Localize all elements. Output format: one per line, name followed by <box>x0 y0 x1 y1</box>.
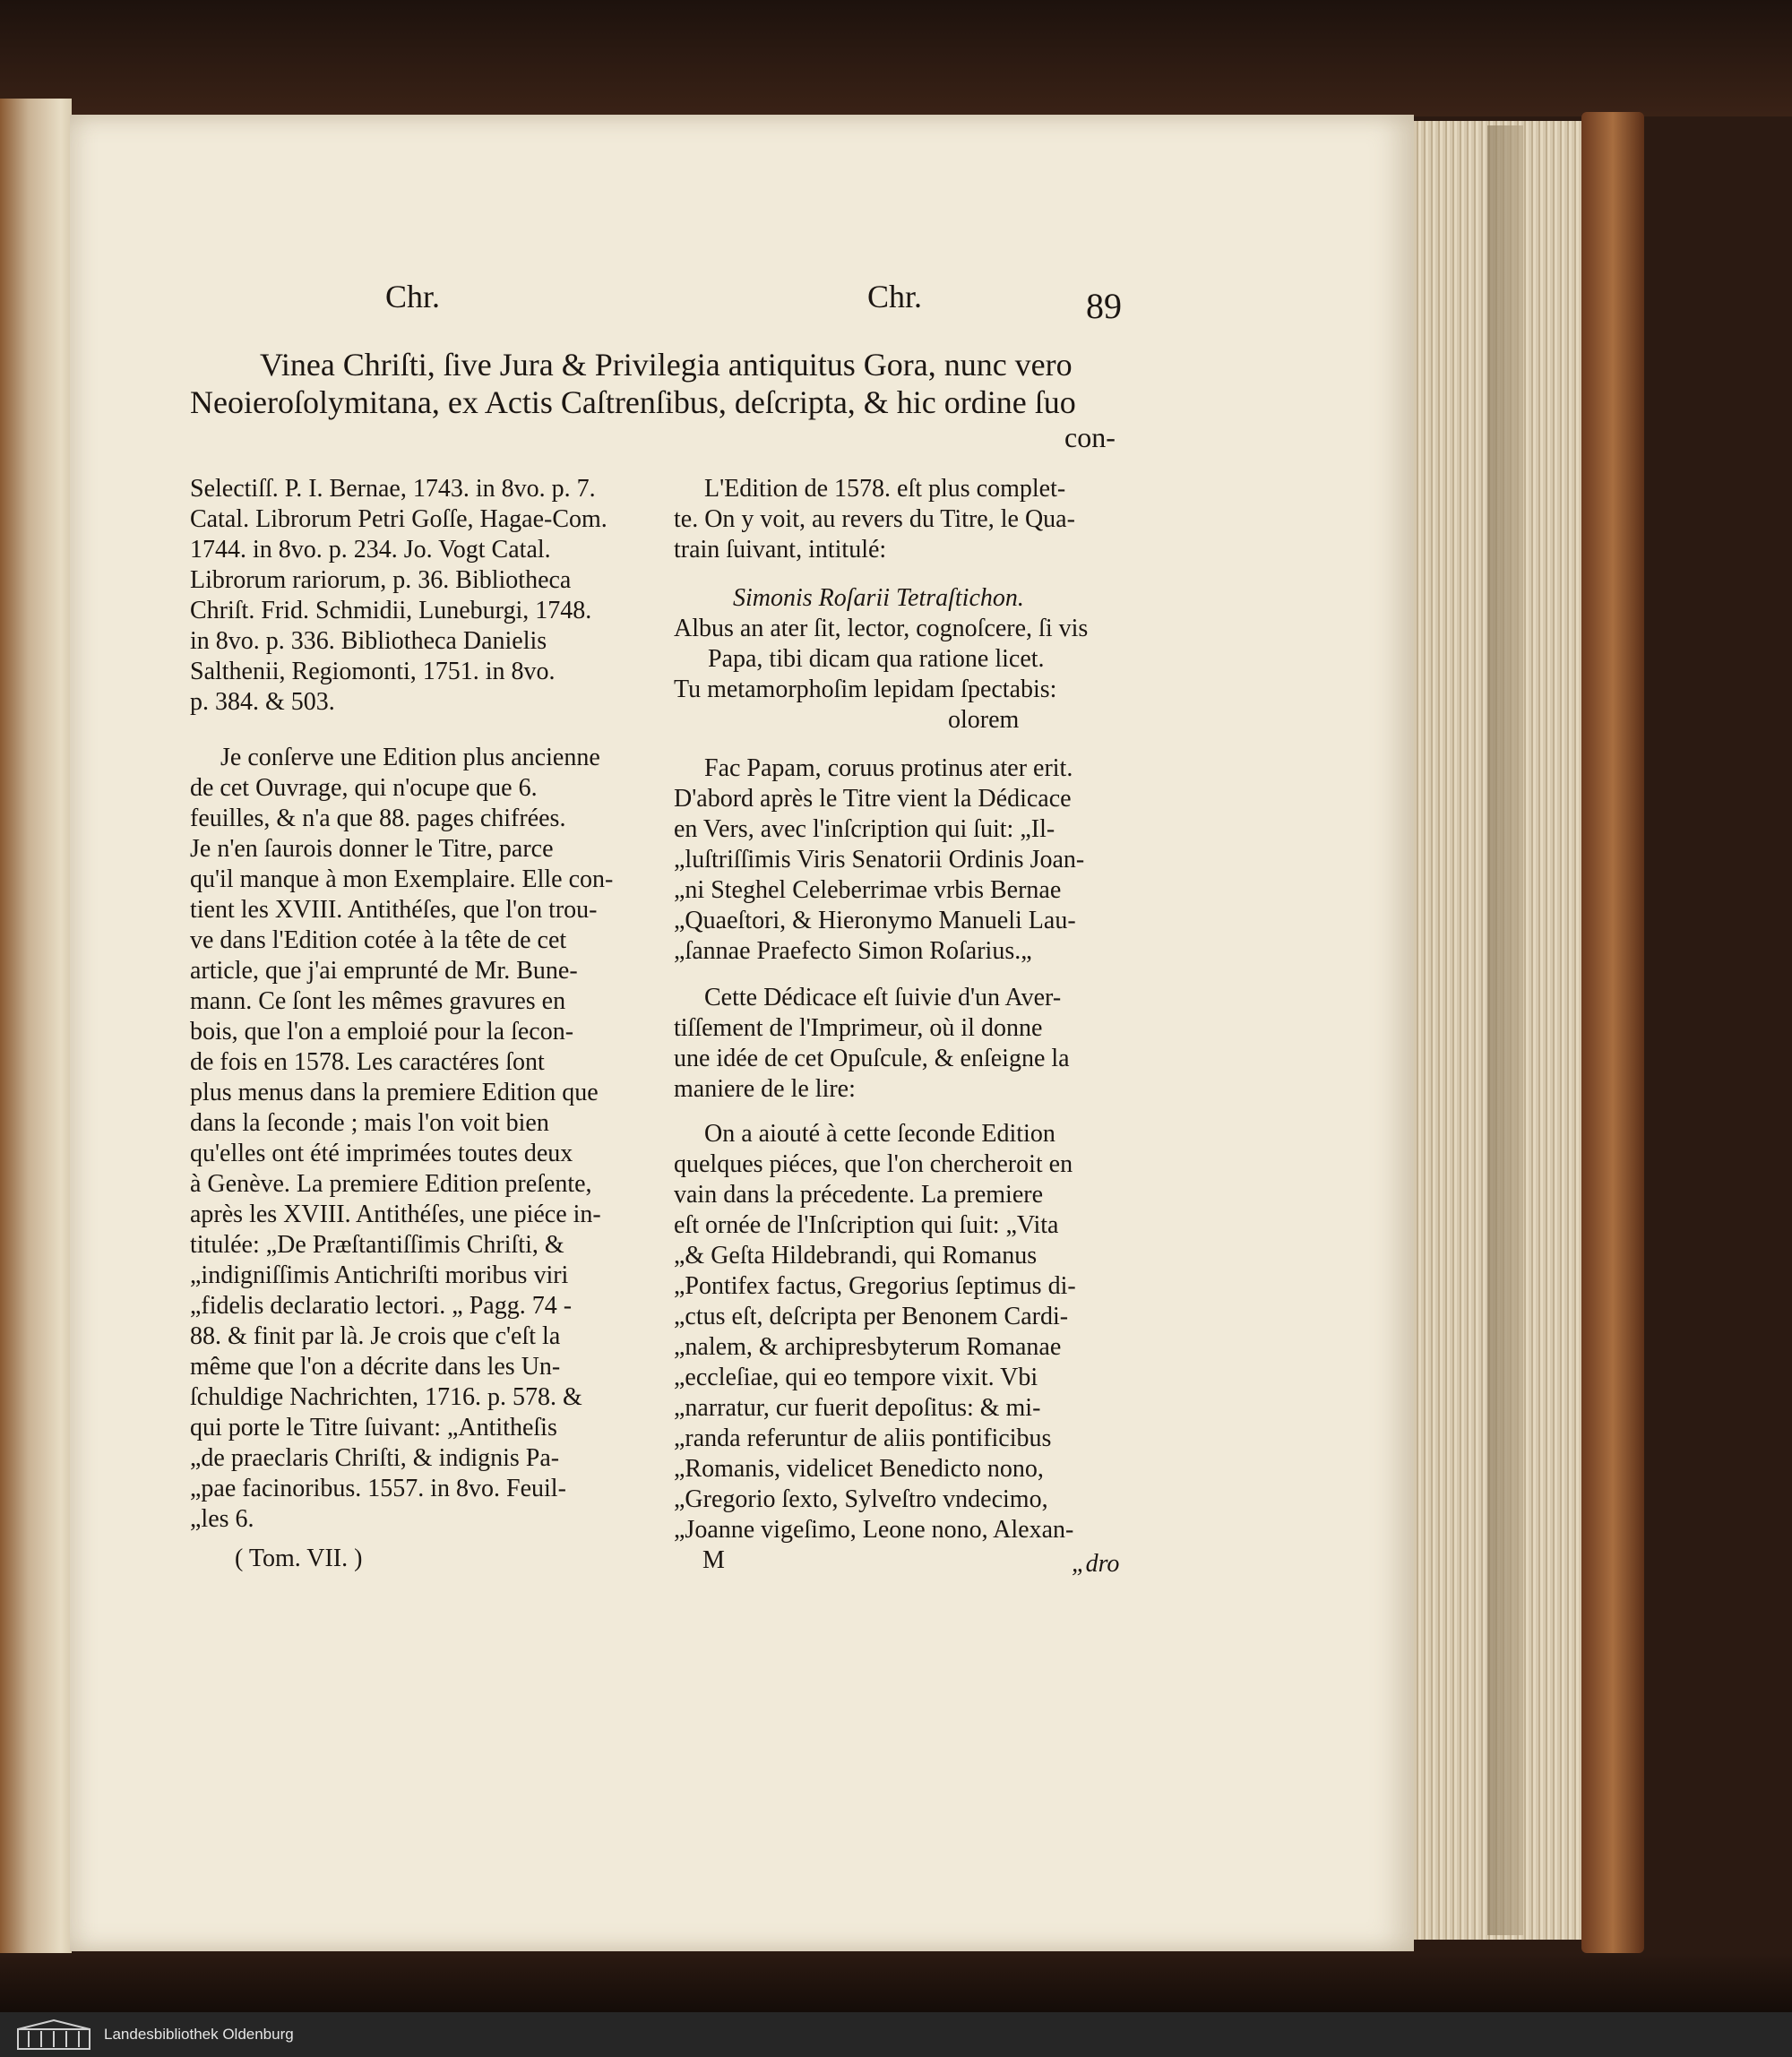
page-block-shade <box>1487 125 1523 1935</box>
title-line: con- <box>1064 421 1116 453</box>
background-top <box>0 0 1792 116</box>
left-column-line: qu'il manque à mon Exemplaire. Elle con- <box>190 865 614 893</box>
catchword: „dro <box>1072 1550 1120 1578</box>
right-column-line: olorem <box>948 706 1020 734</box>
right-column-line: en Vers, avec l'inſcription qui ſuit: „Il- <box>674 815 1055 843</box>
right-column-line: „Pontifex factus, Gregorius ſeptimus di- <box>674 1272 1076 1300</box>
right-column-line: tiſſement de l'Imprimeur, où il donne <box>674 1014 1043 1042</box>
left-column-line: Je n'en ſaurois donner le Titre, parce <box>190 835 554 863</box>
title-line: Vinea Chriſti, ſive Jura & Privilegia antiquitus Gora, nunc vero <box>260 347 1073 383</box>
left-column-line: Librorum rariorum, p. 36. Bibliotheca <box>190 566 572 594</box>
page-number: 89 <box>1086 286 1122 326</box>
right-column-line: „eccleſiae, qui eo tempore vixit. Vbi <box>674 1364 1038 1391</box>
right-column-line: quelques piéces, que l'on chercheroit en <box>674 1150 1073 1178</box>
right-column-line: „narratur, cur fuerit depoſitus: & mi- <box>674 1394 1041 1422</box>
right-column-line: „ſannae Praefecto Simon Roſarius.„ <box>674 937 1032 965</box>
right-column-line: D'abord après le Titre vient la Dédicace <box>674 785 1072 813</box>
left-column-line: de fois en 1578. Les caractéres ſont <box>190 1048 545 1076</box>
left-column-line: de cet Ouvrage, qui n'ocupe que 6. <box>190 774 538 802</box>
left-column-line: 1744. in 8vo. p. 234. Jo. Vogt Catal. <box>190 536 551 564</box>
left-column-line: ſchuldige Nachrichten, 1716. p. 578. & <box>190 1383 582 1411</box>
right-column-line: On a aiouté à cette ſeconde Edition <box>704 1120 1055 1148</box>
right-column-line: maniere de le lire: <box>674 1075 856 1103</box>
right-column-line: Papa, tibi dicam qua ratione licet. <box>708 645 1045 673</box>
right-column-line: Tu metamorphoſim lepidam ſpectabis: <box>674 676 1057 703</box>
left-column-line: „indigniſſimis Antichriſti moribus viri <box>190 1261 569 1289</box>
left-column-line: titulée: „De Præſtantiſſimis Chriſti, & <box>190 1231 564 1259</box>
left-column-line: plus menus dans la premiere Edition que <box>190 1079 599 1106</box>
left-column-line: „pae facinoribus. 1557. in 8vo. Feuil- <box>190 1475 566 1502</box>
left-column-line: „les 6. <box>190 1505 254 1533</box>
right-column-line: „luſtriſſimis Viris Senatorii Ordinis Joan- <box>674 846 1085 874</box>
left-column-line: mann. Ce ſont les mêmes gravures en <box>190 987 566 1015</box>
running-head-center: Chr. <box>867 279 923 314</box>
right-column-line: eſt ornée de l'Inſcription qui ſuit: „Vita <box>674 1211 1059 1239</box>
right-column-line: Cette Dédicace eſt ſuivie d'un Aver- <box>704 984 1062 1011</box>
running-head-left: Chr. <box>385 279 441 314</box>
left-column-line: Catal. Librorum Petri Goſſe, Hagae-Com. <box>190 505 607 533</box>
title-line: Neoieroſolymitana, ex Actis Caſtrenſibus, deſcripta, & hic ordine ſuo <box>190 384 1076 420</box>
background-bottom <box>0 1953 1792 2012</box>
right-column-line: „Gregorio ſexto, Sylveſtro vndecimo, <box>674 1485 1048 1513</box>
left-column-line: Je conſerve une Edition plus ancienne <box>220 744 600 771</box>
right-column-line: Fac Papam, coruus protinus ater erit. <box>704 754 1073 782</box>
right-column-line: „nalem, & archipresbyterum Romanae <box>674 1333 1062 1361</box>
right-column-line: „randa referuntur de aliis pontificibus <box>674 1424 1052 1452</box>
right-column-line: te. On y voit, au revers du Titre, le Qua- <box>674 505 1075 533</box>
book-cover <box>1581 112 1644 1953</box>
library-building-icon <box>16 2018 91 2051</box>
left-column-line: feuilles, & n'a que 88. pages chifrées. <box>190 805 566 832</box>
left-column-line: qu'elles ont été imprimées toutes deux <box>190 1140 573 1167</box>
left-column-line: Salthenii, Regiomonti, 1751. in 8vo. <box>190 658 556 685</box>
right-column-line: vain dans la précedente. La premiere <box>674 1181 1044 1209</box>
left-column-line: tient les XVIII. Antithéſes, que l'on trou- <box>190 896 598 924</box>
right-column-line: „ni Steghel Celeberrimae vrbis Bernae <box>674 876 1062 904</box>
left-column-line: ve dans l'Edition cotée à la tête de cet <box>190 926 567 954</box>
left-column-line: à Genève. La premiere Edition preſente, <box>190 1170 592 1198</box>
right-column-line: „Romanis, videlicet Benedicto nono, <box>674 1455 1044 1483</box>
left-column-line: „de praeclaris Chriſti, & indignis Pa- <box>190 1444 560 1472</box>
left-column-line: dans la ſeconde ; mais l'on voit bien <box>190 1109 549 1137</box>
right-column-line: „ctus eſt, deſcripta per Benonem Cardi- <box>674 1303 1069 1330</box>
left-column-line: „fidelis declaratio lectori. „ Pagg. 74 - <box>190 1292 573 1320</box>
left-column-line: p. 384. & 503. <box>190 688 335 716</box>
footer-institution-name: Landesbibliothek Oldenburg <box>104 2026 294 2043</box>
right-column-line: une idée de cet Opuſcule, & enſeigne la <box>674 1045 1070 1072</box>
left-column-line: même que l'on a décrite dans les Un- <box>190 1353 561 1381</box>
right-column-line: „& Geſta Hildebrandi, qui Romanus <box>674 1242 1038 1269</box>
left-column-line: bois, que l'on a emploié pour la ſecon- <box>190 1018 574 1046</box>
left-page-edge <box>0 99 72 1953</box>
sheet-signature: M <box>702 1546 725 1574</box>
right-column-line: Albus an ater ſit, lector, cognoſcere, ſi vis <box>674 615 1089 642</box>
right-column-line: Simonis Roſarii Tetraſtichon. <box>733 584 1024 612</box>
left-column-line: qui porte le Titre ſuivant: „Antitheſis <box>190 1414 557 1442</box>
footer-bar <box>0 2012 1792 2057</box>
right-column-line: train ſuivant, intitulé: <box>674 536 887 564</box>
left-column-line: 88. & finit par là. Je crois que c'eſt la <box>190 1322 561 1350</box>
right-column-line: „Quaeſtori, & Hieronymo Manueli Lau- <box>674 907 1076 934</box>
left-column-line: article, que j'ai emprunté de Mr. Bune- <box>190 957 578 985</box>
volume-signature: ( Tom. VII. ) <box>235 1545 363 1572</box>
left-column-line: Chriſt. Frid. Schmidii, Luneburgi, 1748. <box>190 597 592 624</box>
left-column-line: Selectiſſ. P. I. Bernae, 1743. in 8vo. p. 7. <box>190 475 596 503</box>
right-column-line: „Joanne vigeſimo, Leone nono, Alexan- <box>674 1516 1074 1544</box>
left-column-line: après les XVIII. Antithéſes, une piéce in- <box>190 1201 601 1228</box>
right-column-line: L'Edition de 1578. eſt plus complet- <box>704 475 1066 503</box>
left-column-line: in 8vo. p. 336. Bibliotheca Danielis <box>190 627 547 655</box>
